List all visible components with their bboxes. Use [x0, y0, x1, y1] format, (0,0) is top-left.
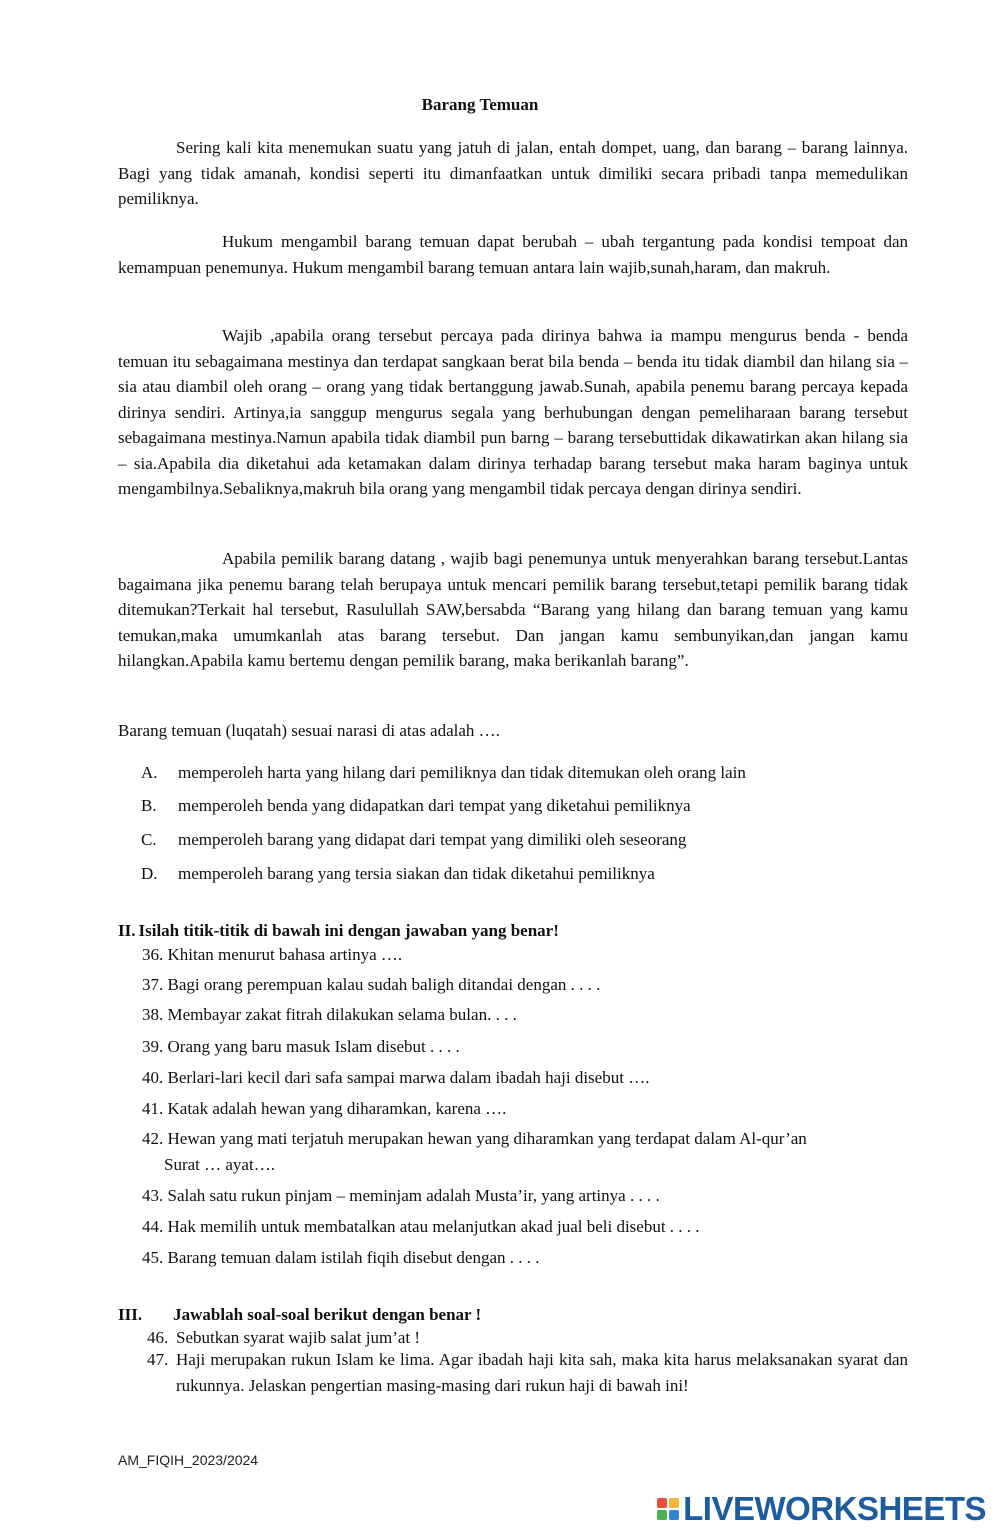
paragraph-law: Hukum mengambil barang temuan dapat berubah – ubah tergantung pada kondisi tempoat dan kemampuan penemunya. Hukum mengambil barang temuan antara lain wajib,sunah,haram, dan makruh.: [118, 232, 908, 277]
option-label: A.: [141, 763, 158, 782]
fill-item-36: 36. Khitan menurut bahasa artinya ….: [142, 945, 403, 964]
option-a[interactable]: [141, 761, 746, 785]
fill-item-42-line2: Surat … ayat….: [164, 1155, 275, 1174]
section-3-title: Jawablah soal-soal berikut dengan benar !: [173, 1305, 482, 1324]
logo-square-blue: [669, 1510, 679, 1520]
fill-item-40: 40. Berlari-lari kecil dari safa sampai marwa dalam ibadah haji disebut ….: [142, 1068, 650, 1087]
option-label: D.: [141, 864, 158, 883]
fill-item-42: [142, 1126, 908, 1178]
fill-item-42-line1: 42. Hewan yang mati terjatuh merupakan hewan yang diharamkan yang terdapat dalam Al-qur’an: [142, 1129, 807, 1148]
brand-name: LIVEWORKSHEETS: [683, 1490, 986, 1527]
fill-item-44: 44. Hak memilih untuk membatalkan atau melanjutkan akad jual beli disebut . . . .: [142, 1217, 700, 1236]
option-label: C.: [141, 830, 157, 849]
option-text: memperoleh harta yang hilang dari pemiliknya dan tidak ditemukan oleh orang lain: [178, 763, 746, 782]
essay-number: 47.: [147, 1350, 169, 1369]
option-d[interactable]: [141, 862, 655, 886]
logo-square-red: [657, 1498, 667, 1508]
section-3-heading: [118, 1304, 481, 1326]
logo-square-yellow: [669, 1498, 679, 1508]
section-2-numeral: II.: [118, 921, 136, 940]
option-text: memperoleh barang yang didapat dari tempat yang dimiliki oleh seseorang: [178, 830, 687, 849]
option-text: memperoleh benda yang didapatkan dari tempat yang diketahui pemiliknya: [178, 796, 691, 815]
option-b[interactable]: [141, 794, 691, 818]
essay-item-47: [147, 1347, 908, 1398]
paragraph-rulings: Wajib ,apabila orang tersebut percaya pada dirinya bahwa ia mampu mengurus benda - benda temuan itu sebagaimana mestinya dan terdapat sangkaan berat bila benda – benda itu tidak diambil dan hilang sia – sia atau diambil oleh orang – orang yang tidak bertanggung jawab.Sunah, apabila penemu barang percaya kepada dirinya sendiri. Artinya,ia sanggup mengurus segala yang berhubungan dengan pemeliharaan barang tersebut sebagaimana mestinya.Namun apabila tidak diambil pun barng – barang tersebuttidak dikawatirkan akan hilang sia – sia.Apabila dia diketahui ada ketamakan dalam dirinya terhadap barang tersebut maka haram baginya untuk mengambilnya.Sebaliknya,makruh bila orang yang mengambil tidak percaya dengan dirinya sendiri.: [118, 326, 908, 498]
fill-item-43: 43. Salah satu rukun pinjam – meminjam adalah Musta’ir, yang artinya . . . .: [142, 1186, 660, 1205]
document-footer: AM_FIQIH_2023/2024: [118, 1452, 259, 1468]
section-2-title: Isilah titik-titik di bawah ini dengan jawaban yang benar!: [138, 921, 559, 940]
logo-square-green: [657, 1510, 667, 1520]
paragraph-intro: Sering kali kita menemukan suatu yang jatuh di jalan, entah dompet, uang, dan barang – barang lainnya. Bagi yang tidak amanah, kondisi seperti itu dimanfaatkan untuk dimiliki secara pribadi tanpa memedulikan pemiliknya.: [118, 138, 908, 208]
option-c[interactable]: [141, 828, 686, 852]
fill-item-37: 37. Bagi orang perempuan kalau sudah baligh ditandai dengan . . . .: [142, 975, 601, 994]
liveworksheets-logo-icon: [657, 1498, 679, 1520]
essay-number: 46.: [147, 1328, 169, 1347]
fill-item-45: 45. Barang temuan dalam istilah fiqih disebut dengan . . . .: [142, 1248, 540, 1267]
paragraph-hadith: Apabila pemilik barang datang , wajib bagi penemunya untuk menyerahkan barang tersebut.Lantas bagaimana jika penemu barang telah berupaya untuk mencari pemilik barang tersebut,tetapi pemilik barang tidak ditemukan?Terkait hal tersebut, Rasulullah SAW,bersabda “Barang yang hilang dan barang temuan yang kamu temukan,maka umumkanlah atas barang tersebut. Dan jangan kamu sembunyikan,dan jangan kamu hilangkan.Apabila kamu bertemu dengan pemilik barang, maka berikanlah barang”.: [118, 549, 908, 670]
option-text: memperoleh barang yang tersia siakan dan tidak diketahui pemiliknya: [178, 864, 655, 883]
essay-text: Haji merupakan rukun Islam ke lima. Agar ibadah haji kita sah, maka kita harus melaksanakan syarat dan rukunnya. Jelaskan pengertian masing-masing dari rukun haji di bawah ini!: [176, 1350, 908, 1395]
option-label: B.: [141, 796, 157, 815]
section-3-numeral: III.: [118, 1305, 143, 1324]
fill-item-38: 38. Membayar zakat fitrah dilakukan selama bulan. . . .: [142, 1005, 517, 1024]
fill-item-41: 41. Katak adalah hewan yang diharamkan, karena ….: [142, 1099, 507, 1118]
essay-text: Sebutkan syarat wajib salat jum’at !: [176, 1328, 421, 1347]
fill-item-39: 39. Orang yang baru masuk Islam disebut . . . .: [142, 1037, 460, 1056]
document-title: Barang Temuan: [421, 95, 539, 114]
section-2-heading: [118, 920, 559, 942]
liveworksheets-brand[interactable]: [657, 1490, 986, 1528]
question-stem: Barang temuan (luqatah) sesuai narasi di atas adalah ….: [118, 721, 500, 740]
